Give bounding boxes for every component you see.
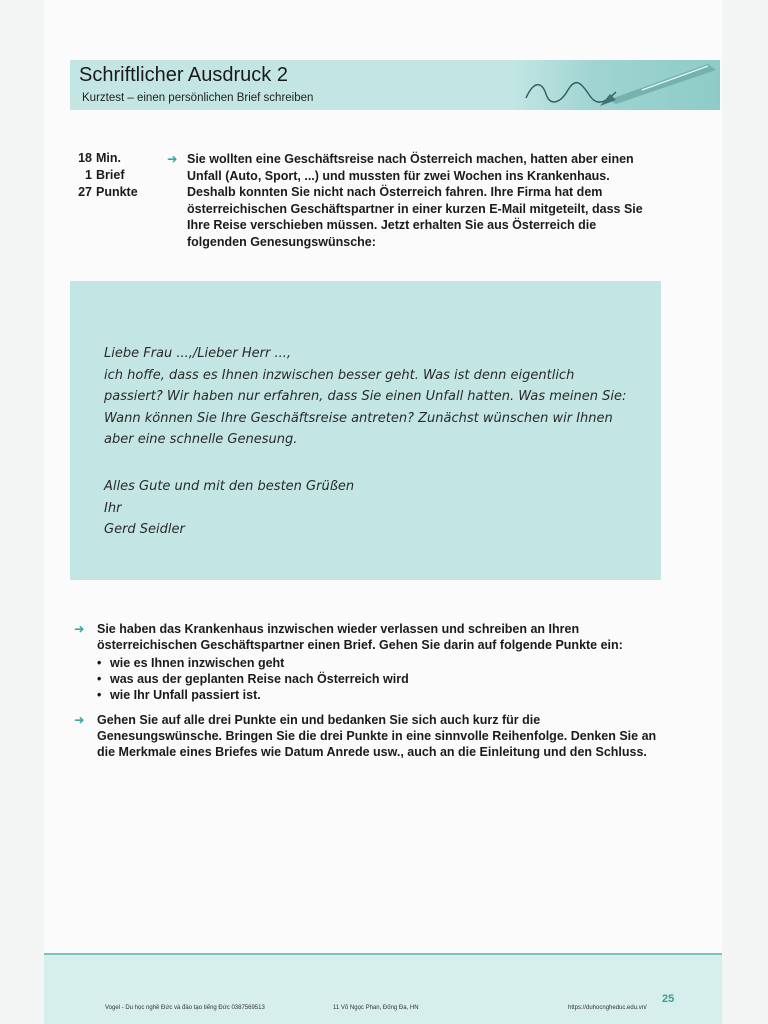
- list-item: • was aus der geplanten Reise nach Österreich wird: [97, 671, 666, 687]
- letter-salutation: Liebe Frau ...,/Lieber Herr ...,: [104, 346, 292, 361]
- letter-body: [104, 343, 634, 451]
- letter-box: [70, 281, 661, 580]
- list-item: • wie es Ihnen inzwischen geht: [97, 655, 666, 671]
- task-2-text: Gehen Sie auf alle drei Punkte ein und bedanken Sie sich auch kurz für die Genesungswünsche. Bringen Sie die drei Punkte in eine sinnvolle Reihenfolge. Denken Sie an die Merkmale eines Briefes wie Datum Anrede usw., auch an die Einleitung und den Schluss.: [97, 713, 657, 759]
- arrow-icon: ➜: [74, 713, 85, 727]
- page-number: 25: [662, 993, 675, 1005]
- letter-closing-block: [104, 476, 404, 541]
- pen-icon: [512, 60, 720, 110]
- letter-text: ich hoffe, dass es Ihnen inzwischen besser geht. Was ist denn eigentlich passiert? Wir haben nur erfahren, dass Sie einen Unfall hatten. Was meinen Sie: Wann können Sie Ihre Geschäftsreise antreten? Zunächst wünschen wir Ihnen aber eine schnelle Genesung.: [104, 367, 627, 447]
- section-header: [70, 60, 720, 110]
- task-bullet-list: [97, 655, 666, 703]
- letter-closing: Alles Gute und mit den besten Grüßen: [104, 479, 355, 494]
- footer-website-link[interactable]: https://duhocngheduc.edu.vn/: [568, 1005, 647, 1011]
- arrow-icon: ➜: [167, 152, 178, 166]
- task-instructions: [74, 621, 666, 760]
- list-item: • wie Ihr Unfall passiert ist.: [97, 687, 666, 703]
- task-1-text: Sie haben das Krankenhaus inzwischen wieder verlassen und schreiben an Ihren österreichischen Geschäftspartner einen Brief. Gehen Sie darin auf folgende Punkte ein:: [97, 622, 623, 652]
- meta-time: 18 Min.: [78, 151, 121, 165]
- arrow-icon: ➜: [74, 622, 85, 636]
- task-1: [74, 621, 666, 703]
- meta-count: 1 Brief: [85, 168, 125, 182]
- meta-points: 27 Punkte: [78, 185, 138, 199]
- page-footer: [44, 955, 722, 1024]
- letter-signature: Gerd Seidler: [104, 522, 185, 537]
- section-title: Schriftlicher Ausdruck 2: [79, 64, 288, 86]
- fountain-pen-illustration: [512, 60, 720, 110]
- footer-publisher: Vogel - Du học nghề Đức và đào tạo tiếng Đức 0387569513: [105, 1005, 265, 1011]
- footer-address: 11 Võ Ngọc Phan, Đống Đa, HN: [333, 1005, 419, 1011]
- task-2: [74, 712, 666, 760]
- task-meta: [70, 150, 150, 201]
- letter-closing-ihr: Ihr: [104, 500, 122, 516]
- task-intro: [167, 151, 657, 250]
- section-subtitle: Kurztest – einen persönlichen Brief schreiben: [82, 92, 314, 104]
- intro-text: Sie wollten eine Geschäftsreise nach Österreich machen, hatten aber einen Unfall (Auto, Sport, ...) und mussten für zwei Wochen ins Krankenhaus. Deshalb konnten Sie nicht nach Österreich fahren. Ihre Firma hat dem österreichischen Geschäftspartner in einer kurzen E-Mail mitgeteilt, dass Sie Ihre Reise verschieben müssen. Jetzt erhalten Sie aus Österreich die folgenden Genesungswünsche:: [187, 152, 643, 249]
